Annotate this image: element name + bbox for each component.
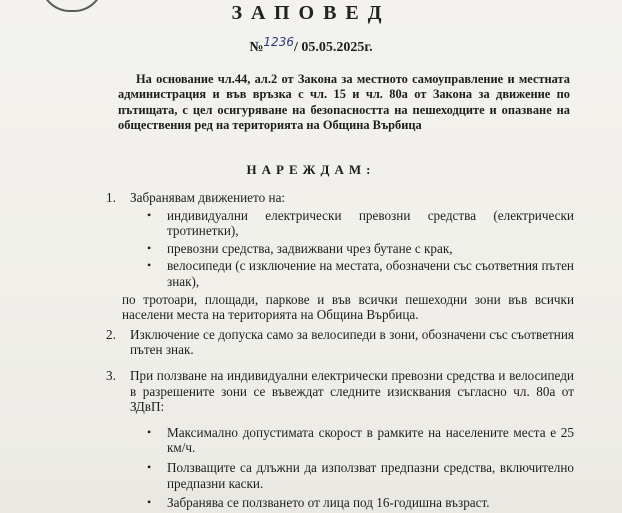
bullet-text: велосипеди (с изключение на местата, обозначени със съответния пътен знак),	[167, 258, 574, 289]
item-text: Изключение се допуска само за велосипеди в зони, обозначени със съответния пътен знак.	[130, 326, 574, 358]
list-item	[145, 460, 574, 491]
bullet-icon: •	[147, 207, 152, 222]
item-1-bullet-list	[145, 208, 574, 290]
order-item-2	[90, 327, 574, 358]
order-item-3	[90, 368, 574, 415]
item-number: 3.	[106, 367, 116, 383]
document-title: ЗАПОВЕД	[231, 2, 391, 24]
order-item-1	[90, 190, 574, 206]
bullet-text: превозни средства, задвижвани чрез бутане с крак,	[167, 240, 453, 256]
legal-basis-paragraph: На основание чл.44, ал.2 от Закона за местното самоуправление и местната администрация и във връзка с чл. 15 и чл. 80а от Закона за движение по пътищата, с цел осигуряване на безопасността на пешеходците и опазване на обществения ред на територията на Община Върбица	[118, 72, 570, 133]
item-1-scope-text: по тротоари, площади, паркове и във всички пешеходни зони във всички населени места на територията на Община Върбица.	[122, 291, 574, 323]
item-text: При ползване на индивидуални електрически превозни средства и велосипеди в разрешените зони се въвеждат следните изисквания съгласно чл. 80а от ЗДвП:	[130, 367, 574, 415]
list-item	[145, 495, 574, 511]
list-item	[145, 208, 574, 239]
bullet-icon: •	[147, 240, 152, 255]
bullet-text: Максимално допустимата скорост в рамките на населените места е 25 км/ч.	[167, 424, 574, 456]
bullet-icon: •	[147, 459, 152, 474]
bullet-text: индивидуални електрически превозни средства (електрически тротинетки),	[167, 207, 574, 239]
item-number: 2.	[106, 326, 116, 342]
bullet-icon: •	[147, 258, 152, 273]
item-text: Забранявам движението на:	[130, 190, 286, 205]
bullet-text: Ползващите са длъжни да използват предпазни средства, включително предпазни каски.	[167, 459, 574, 491]
bullet-icon: •	[147, 424, 152, 439]
list-item	[145, 425, 574, 456]
list-item	[145, 258, 574, 289]
handwritten-order-number: 1236	[263, 35, 294, 49]
item-number: 1.	[106, 190, 116, 205]
order-number-line	[0, 35, 622, 56]
order-heading: НАРЕЖДАМ:	[246, 162, 376, 177]
list-item	[145, 241, 574, 257]
bullet-icon: •	[147, 495, 152, 510]
order-date: / 05.05.2025г.	[293, 40, 373, 55]
item-3-bullet-list	[145, 425, 574, 511]
number-sign: №	[249, 40, 264, 55]
order-content	[90, 190, 574, 513]
bullet-text: Забранява се ползването от лица под 16-годишна възраст.	[167, 495, 490, 511]
